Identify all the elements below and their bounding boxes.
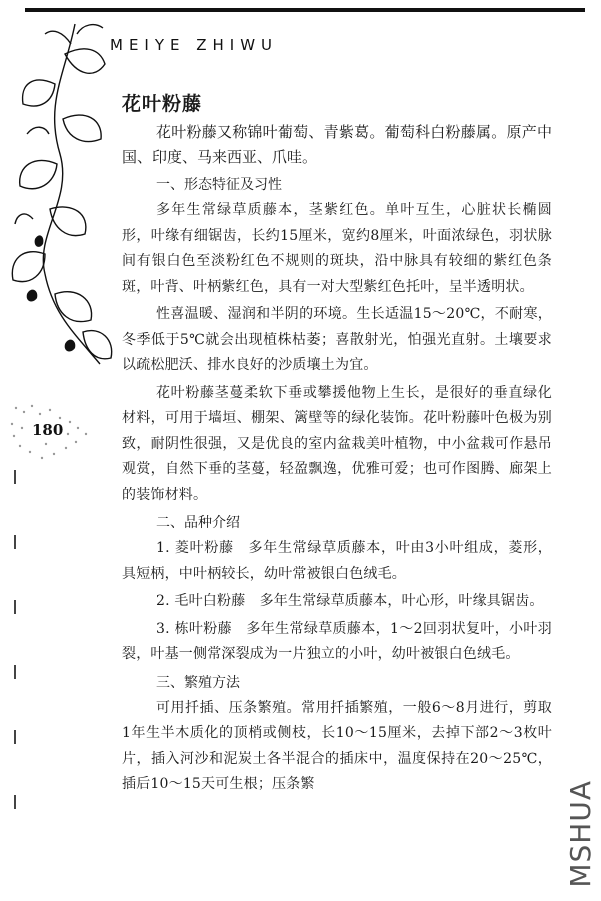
section-heading: 三、繁殖方法 <box>156 674 240 691</box>
article-intro: 花叶粉藤又称锦叶葡萄、青紫葛。葡萄科白粉藤属。原产中国、印度、马来西亚、爪哇。 <box>122 123 552 166</box>
paragraph: 花叶粉藤茎蔓柔软下垂或攀援他物上生长，是很好的垂直绿化材料，可用于墙垣、棚架、篱壁等的绿化装饰。花叶粉藤叶色极为别致，耐阴性很强，又是优良的室内盆栽美叶植物，中小盆栽可作悬吊观赏，自然下垂的茎蔓，轻盈飘逸，优雅可爱；也可作图腾、廊架上的装饰材料。 <box>122 384 552 503</box>
section-heading: 二、品种介绍 <box>156 515 240 531</box>
margin-mark <box>14 535 16 549</box>
paragraph: 2. 毛叶白粉藤 多年生常绿草质藤本，叶心形，叶缘具锯齿。 <box>156 593 544 609</box>
running-header: MEIYE ZHIWU <box>110 36 279 54</box>
watermark: MSHUA <box>564 780 597 888</box>
paragraph: 性喜温暖、湿润和半阴的环境。生长适温15～20℃，不耐寒，冬季低于5℃就会出现植株枯萎；喜散射光，怕强光直射。土壤要求以疏松肥沃、排水良好的沙质壤土为宜。 <box>122 306 552 373</box>
paragraph: 可用扦插、压条繁殖。常用扦插繁殖，一般6～8月进行，剪取1年生半木质化的顶梢或侧枝，长10～15厘米，去掉下部2～3枚叶片，插入河沙和泥炭土各半混合的插床中，温度保持在20～25℃，插后10～15天可生根；压条繁 <box>122 699 552 792</box>
page-number: 180 <box>32 421 64 439</box>
margin-mark <box>14 665 16 679</box>
article-title: 花叶粉藤 <box>122 93 203 115</box>
section-heading: 一、形态特征及习性 <box>156 177 282 193</box>
margin-mark <box>14 600 16 614</box>
header-rule <box>25 8 585 12</box>
margin-mark <box>14 730 16 744</box>
paragraph: 3. 栋叶粉藤 多年生常绿草质藤本，1～2回羽状复叶，小叶羽裂，叶基一侧常深裂成为一片独立的小叶，幼叶被银白色绒毛。 <box>122 620 552 662</box>
paragraph: 1. 菱叶粉藤 多年生常绿草质藤本，叶由3小叶组成，菱形，具短柄，中叶柄较长，幼叶常被银白色绒毛。 <box>122 540 552 582</box>
margin-mark <box>14 470 16 484</box>
margin-mark <box>14 795 16 809</box>
vine-illustration <box>5 14 125 394</box>
paragraph: 多年生常绿草质藤本，茎紫红色。单叶互生，心脏状长椭圆形，叶缘有细锯齿，长约15厘米，宽约8厘米，叶面浓绿色，羽状脉间有银白色至淡粉红色不规则的斑块，沿中脉具有较细的紫红色条斑，叶背、叶柄紫红色，具有一对大型紫红色托叶，呈半透明状。 <box>122 202 552 295</box>
article-body <box>122 85 552 800</box>
